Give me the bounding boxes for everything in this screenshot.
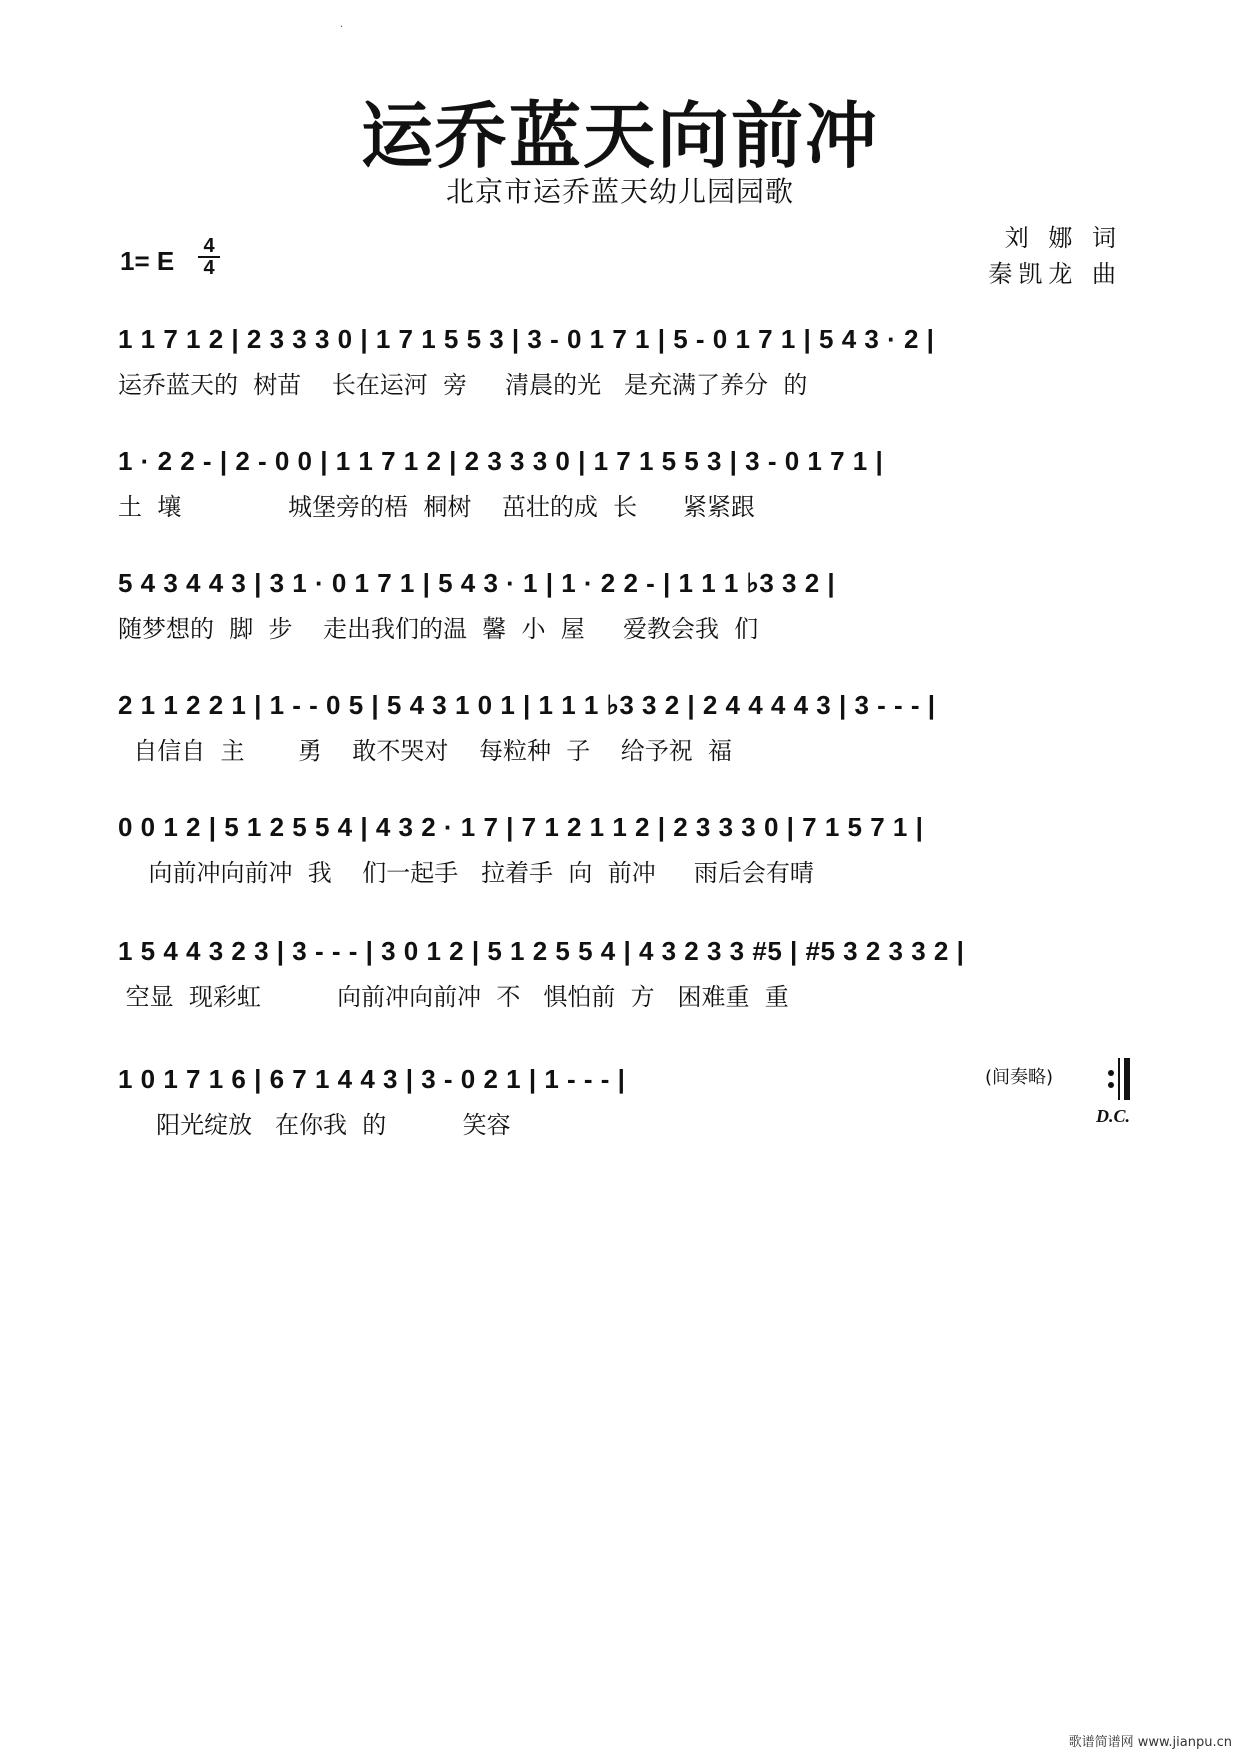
notes-line: 1 0 1 7 1 6 | 6 7 1 4 4 3 | 3 - 0 2 1 | 1 - - - | [118, 1064, 626, 1094]
lyrics-line: 向前冲向前冲 我 们一起手 拉着手 向 前冲 雨后会有晴 [118, 859, 814, 887]
lyrics-line: 空显 现彩虹 向前冲向前冲 不 惧怕前 方 困难重 重 [118, 983, 789, 1011]
repeat-dot [1108, 1070, 1114, 1076]
notes-line: 1 5 4 4 3 2 3 | 3 - - - | 3 0 1 2 | 5 1 2 5 5 4 | 4 3 2 3 3 #5 | #5 3 2 3 3 2 | [118, 936, 965, 966]
key-signature: 1= E [120, 246, 175, 276]
notes-line: 0 0 1 2 | 5 1 2 5 5 4 | 4 3 2 · 1 7 | 7 1 2 1 1 2 | 2 3 3 3 0 | 7 1 5 7 1 | [118, 812, 924, 842]
notes-line: 2 1 1 2 2 1 | 1 - - 0 5 | 5 4 3 1 0 1 | 1 1 1 ♭3 3 2 | 2 4 4 4 4 3 | 3 - - - | [118, 690, 936, 720]
time-numerator: 4 [203, 235, 215, 257]
lyrics-line: 阳光绽放 在你我 的 笑容 [118, 1111, 511, 1139]
lyrics-line: 随梦想的 脚 步 走出我们的温 馨 小 屋 爱教会我 们 [118, 615, 759, 643]
repeat-end-barline [1098, 1058, 1134, 1100]
composer-credit: 秦凯龙 曲 [988, 260, 1122, 288]
repeat-dot [1108, 1082, 1114, 1088]
interlude-note: (间奏略) [985, 1067, 1054, 1088]
song-title: 运乔蓝天向前冲 [360, 94, 879, 178]
time-denominator: 4 [203, 257, 215, 279]
lyricist-credit: 刘 娜 词 [1004, 224, 1122, 252]
time-signature [196, 236, 222, 278]
site-watermark: 歌谱简谱网 www.jianpu.cn [1068, 1735, 1232, 1750]
credits [988, 220, 1122, 292]
lyrics-line: 自信自 主 勇 敢不哭对 每粒种 子 给予祝 福 [118, 737, 732, 765]
notes-line: 1 1 7 1 2 | 2 3 3 3 0 | 1 7 1 5 5 3 | 3 - 0 1 7 1 | 5 - 0 1 7 1 | 5 4 3 · 2 | [118, 324, 935, 354]
notes-line: 1 · 2 2 - | 2 - 0 0 | 1 1 7 1 2 | 2 3 3 3 0 | 1 7 1 5 5 3 | 3 - 0 1 7 1 | [118, 446, 884, 476]
lyrics-line: 土 壤 城堡旁的梧 桐树 茁壮的成 长 紧紧跟 [118, 493, 755, 521]
da-capo-mark: D.C. [1096, 1106, 1131, 1126]
thin-barline [1118, 1058, 1120, 1100]
notes-line: 5 4 3 4 4 3 | 3 1 · 0 1 7 1 | 5 4 3 · 1 | 1 · 2 2 - | 1 1 1 ♭3 3 2 | [118, 568, 836, 598]
thick-barline [1124, 1058, 1130, 1100]
page-mark: · [340, 22, 344, 33]
lyrics-line: 运乔蓝天的 树苗 长在运河 旁 清晨的光 是充满了养分 的 [118, 371, 808, 399]
song-subtitle: 北京市运乔蓝天幼儿园园歌 [445, 175, 794, 208]
